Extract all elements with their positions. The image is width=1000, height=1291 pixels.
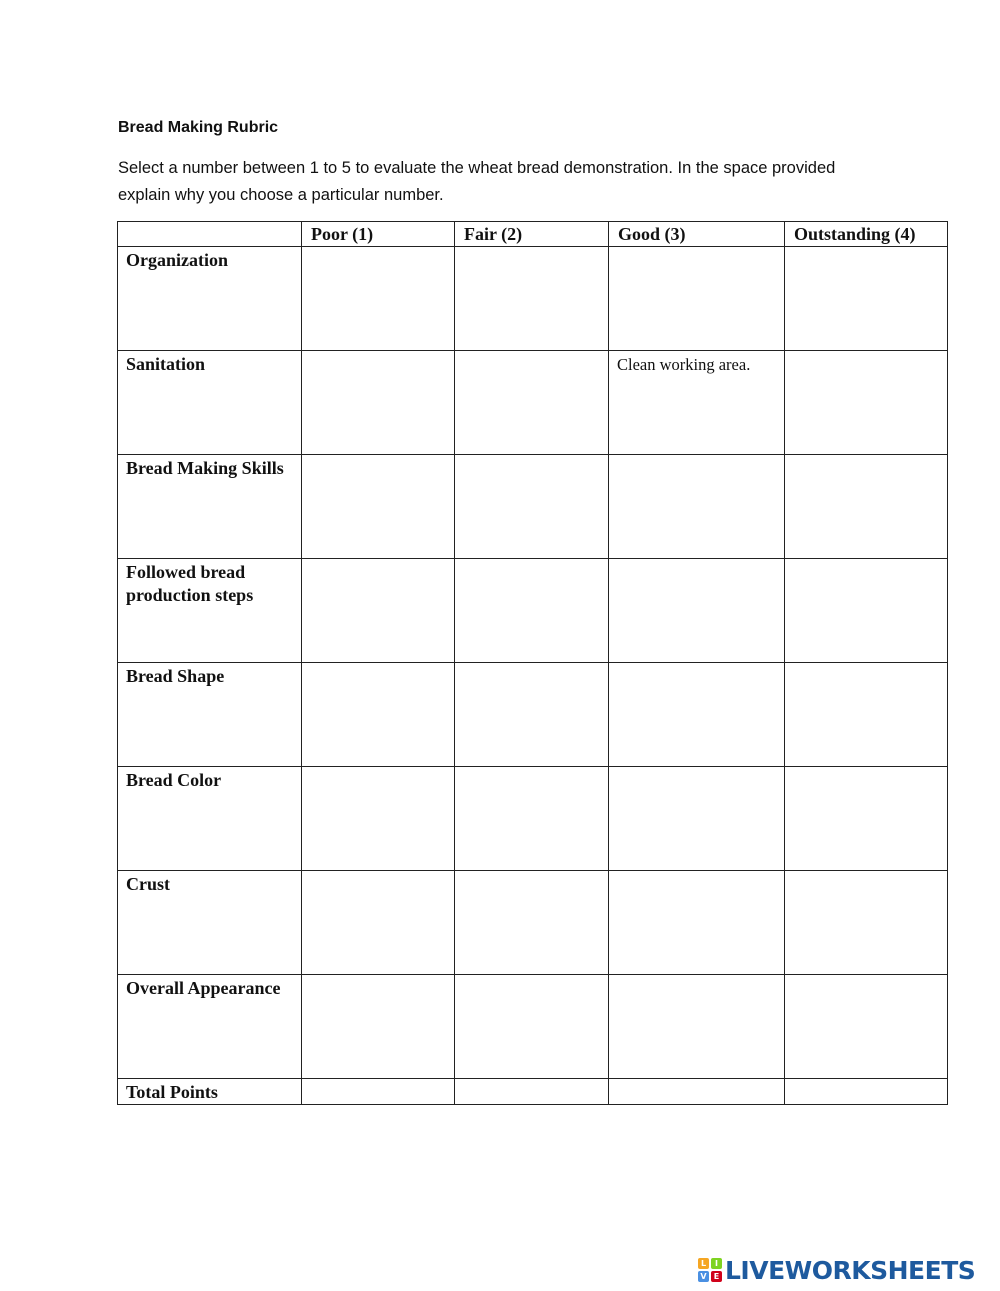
score-cell[interactable] — [609, 767, 785, 871]
criterion-label: Sanitation — [118, 351, 302, 455]
score-cell[interactable] — [785, 871, 948, 975]
logo-block: L — [698, 1258, 709, 1269]
header-cell-poor: Poor (1) — [302, 222, 455, 247]
score-cell[interactable] — [302, 767, 455, 871]
total-row — [118, 1079, 948, 1105]
score-cell[interactable] — [609, 247, 785, 351]
score-cell[interactable] — [785, 247, 948, 351]
liveworksheets-logo — [698, 1255, 975, 1285]
table-row — [118, 247, 948, 351]
total-cell[interactable] — [302, 1079, 455, 1105]
criterion-label: Crust — [118, 871, 302, 975]
logo-block: V — [698, 1271, 709, 1282]
score-cell[interactable] — [609, 455, 785, 559]
criterion-label: Bread Making Skills — [118, 455, 302, 559]
header-cell-empty — [118, 222, 302, 247]
criterion-label: Bread Shape — [118, 663, 302, 767]
score-cell[interactable] — [455, 351, 609, 455]
score-cell[interactable] — [455, 247, 609, 351]
criterion-label: Bread Color — [118, 767, 302, 871]
score-cell[interactable] — [609, 871, 785, 975]
score-cell[interactable] — [455, 871, 609, 975]
score-cell[interactable] — [302, 663, 455, 767]
rubric-table — [117, 221, 948, 1105]
criterion-label: Overall Appearance — [118, 975, 302, 1079]
score-cell-note[interactable]: Clean working area. — [609, 351, 785, 455]
table-row — [118, 455, 948, 559]
score-cell[interactable] — [302, 455, 455, 559]
table-row — [118, 871, 948, 975]
score-cell[interactable] — [609, 975, 785, 1079]
logo-block: I — [711, 1258, 722, 1269]
instructions-text: Select a number between 1 to 5 to evaluate the wheat bread demonstration. In the space provided explain why you choose a particular number. — [118, 159, 836, 204]
score-cell[interactable] — [785, 455, 948, 559]
score-cell[interactable] — [302, 351, 455, 455]
score-cell[interactable] — [455, 767, 609, 871]
score-cell[interactable] — [609, 663, 785, 767]
score-cell[interactable] — [785, 767, 948, 871]
score-cell[interactable] — [455, 455, 609, 559]
score-cell[interactable] — [302, 247, 455, 351]
score-cell[interactable] — [455, 663, 609, 767]
score-cell[interactable] — [785, 975, 948, 1079]
header-cell-outstanding: Outstanding (4) — [785, 222, 948, 247]
score-cell[interactable] — [302, 559, 455, 663]
score-cell[interactable] — [302, 871, 455, 975]
score-cell[interactable] — [455, 975, 609, 1079]
document-title: Bread Making Rubric — [118, 119, 279, 136]
score-cell[interactable] — [455, 559, 609, 663]
score-cell[interactable] — [785, 663, 948, 767]
score-cell[interactable] — [302, 975, 455, 1079]
header-cell-good: Good (3) — [609, 222, 785, 247]
logo-blocks-icon — [698, 1258, 722, 1282]
score-cell[interactable] — [785, 559, 948, 663]
table-row — [118, 559, 948, 663]
score-cell[interactable] — [609, 559, 785, 663]
logo-block: E — [711, 1271, 722, 1282]
criterion-label: Followed bread production steps — [118, 559, 302, 663]
table-row — [118, 663, 948, 767]
logo-text: LIVEWORKSHEETS — [725, 1255, 976, 1285]
header-cell-fair: Fair (2) — [455, 222, 609, 247]
total-cell[interactable] — [785, 1079, 948, 1105]
total-label: Total Points — [118, 1079, 302, 1105]
score-cell[interactable] — [785, 351, 948, 455]
table-row — [118, 767, 948, 871]
criterion-label: Organization — [118, 247, 302, 351]
header-row — [118, 222, 948, 247]
total-cell[interactable] — [455, 1079, 609, 1105]
table-row — [118, 351, 948, 455]
total-cell[interactable] — [609, 1079, 785, 1105]
table-row — [118, 975, 948, 1079]
